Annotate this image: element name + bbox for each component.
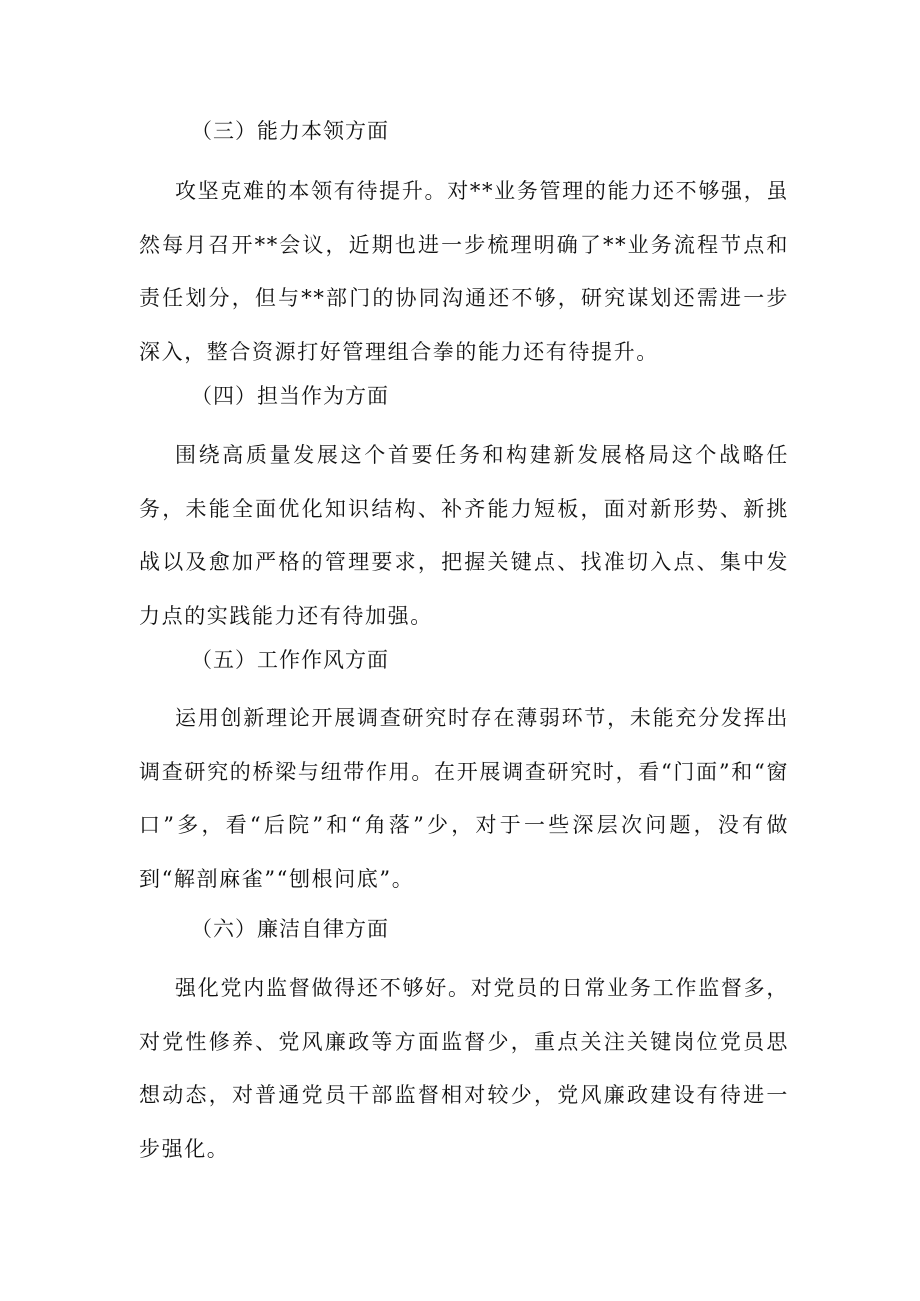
section-body-responsibility: 围绕高质量发展这个首要任务和构建新发展格局这个战略任务，未能全面优化知识结构、补齐能力短板，面对新形势、新挑战以及愈加严格的管理要求，把握关键点、找准切入点、集中发力点的实践能力还有待加强。 (139, 443, 789, 628)
section-body-integrity: 强化党内监督做得还不够好。对党员的日常业务工作监督多，对党性修养、党风廉政等方面监督少，重点关注关键岗位党员思想动态，对普通党员干部监督相对较少，党风廉政建设有待进一步强化。 (139, 976, 789, 1161)
section-heading-work-style: （五）工作作风方面 (191, 648, 389, 672)
section-heading-responsibility: （四）担当作为方面 (191, 384, 389, 408)
section-body-capability: 攻坚克难的本领有待提升。对**业务管理的能力还不够强，虽然每月召开**会议，近期也进一步梳理明确了**业务流程节点和责任划分，但与**部门的协同沟通还不够，研究谋划还需进一步深入，整合资源打好管理组合拳的能力还有待提升。 (139, 179, 789, 364)
section-heading-capability: （三）能力本领方面 (191, 119, 389, 143)
section-body-work-style: 运用创新理论开展调查研究时存在薄弱环节，未能充分发挥出调查研究的桥梁与纽带作用。在开展调查研究时，看“门面”和“窗口”多，看“后院”和“角落”少，对于一些深层次问题，没有做到“解剖麻雀”“刨根问底”。 (139, 706, 789, 891)
section-heading-integrity: （六）廉洁自律方面 (191, 917, 389, 941)
